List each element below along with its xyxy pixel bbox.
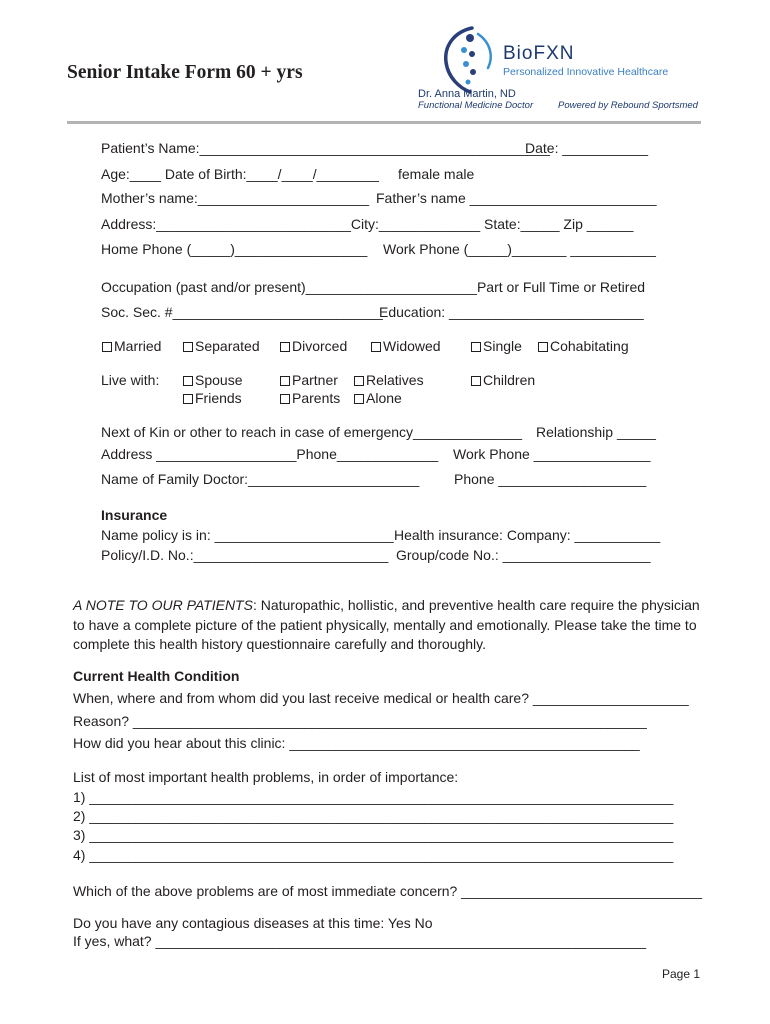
mother-name-field[interactable]: Mother’s name:______________________ [101, 190, 370, 206]
note-line-2: to have a complete picture of the patient physically, mentally and emotionally. Please take the time to [73, 617, 697, 633]
logo-tagline: Personalized Innovative Healthcare [503, 66, 669, 78]
sex-options[interactable]: female male [398, 166, 475, 182]
checkbox-spouse[interactable] [183, 372, 242, 388]
checkbox-icon[interactable] [471, 342, 481, 352]
checkbox-partner[interactable] [280, 372, 338, 388]
family-doctor-field[interactable]: Name of Family Doctor:______________________ [101, 471, 420, 487]
policy-id-field[interactable]: Policy/I.D. No.:_________________________ [101, 547, 389, 563]
checkbox-friends[interactable] [183, 390, 242, 406]
checkbox-alone[interactable] [354, 390, 402, 406]
relationship-field[interactable]: Relationship _____ [536, 424, 656, 440]
checkbox-label: Friends [195, 390, 242, 406]
ssn-field[interactable]: Soc. Sec. #___________________________ [101, 304, 383, 320]
powered-by: Powered by Rebound Sportsmed [558, 100, 698, 111]
group-code-field[interactable]: Group/code No.: ___________________ [396, 547, 651, 563]
problem-3-field[interactable]: 3) ___________________________________________________________________________ [73, 827, 674, 843]
checkbox-label: Alone [366, 390, 402, 406]
work-phone-field[interactable]: Work Phone (_____)_______ ___________ [383, 241, 656, 257]
checkbox-icon[interactable] [354, 394, 364, 404]
doctor-title: Functional Medicine Doctor [418, 100, 534, 111]
problems-list-heading: List of most important health problems, in order of importance: [73, 769, 459, 785]
insurance-heading: Insurance [101, 507, 168, 523]
last-care-field[interactable]: When, where and from whom did you last receive medical or health care? ____________________ [73, 690, 689, 706]
checkbox-label: Married [114, 338, 162, 354]
checkbox-label: Spouse [195, 372, 243, 388]
checkbox-married[interactable] [102, 338, 161, 354]
checkbox-label: Divorced [292, 338, 348, 354]
checkbox-widowed[interactable] [371, 338, 441, 354]
note-line-1 [73, 597, 700, 613]
checkbox-single[interactable] [471, 338, 522, 354]
checkbox-label: Cohabitating [550, 338, 629, 354]
checkbox-children[interactable] [471, 372, 535, 388]
checkbox-icon[interactable] [371, 342, 381, 352]
insurance-company-field[interactable]: Health insurance: Company: ___________ [394, 527, 661, 543]
problem-4-field[interactable]: 4) ___________________________________________________________________________ [73, 847, 674, 863]
checkbox-icon[interactable] [102, 342, 112, 352]
checkbox-label: Partner [292, 372, 338, 388]
contagious-question[interactable]: Do you have any contagious diseases at this time: Yes No [73, 915, 433, 931]
hear-about-field[interactable]: How did you hear about this clinic: _____________________________________________ [73, 735, 640, 751]
problem-2-field[interactable]: 2) ___________________________________________________________________________ [73, 808, 674, 824]
checkbox-icon[interactable] [183, 342, 193, 352]
checkbox-icon[interactable] [183, 376, 193, 386]
checkbox-separated[interactable] [183, 338, 260, 354]
checkbox-icon[interactable] [280, 342, 290, 352]
next-of-kin-field[interactable]: Next of Kin or other to reach in case of emergency______________ [101, 424, 523, 440]
checkbox-icon[interactable] [183, 394, 193, 404]
checkbox-label: Children [483, 372, 536, 388]
occupation-field[interactable]: Occupation (past and/or present)______________________Part or Full Time or Retired [101, 279, 646, 295]
logo-name: BioFXN [503, 43, 575, 64]
checkbox-divorced[interactable] [280, 338, 347, 354]
live-with-label: Live with: [101, 372, 160, 388]
checkbox-label: Widowed [383, 338, 441, 354]
checkbox-cohabitating[interactable] [538, 338, 629, 354]
policy-holder-field[interactable]: Name policy is in: _______________________ [101, 527, 394, 543]
kin-address-phone-field[interactable]: Address __________________Phone_____________ [101, 446, 439, 462]
checkbox-icon[interactable] [280, 394, 290, 404]
checkbox-icon[interactable] [354, 376, 364, 386]
patient-name-field[interactable]: Patient’s Name:_____________________________________________ [101, 140, 550, 156]
health-heading: Current Health Condition [73, 668, 240, 684]
note-label: A NOTE TO OUR PATIENTS [73, 597, 253, 613]
checkbox-label: Relatives [366, 372, 424, 388]
header-divider [67, 121, 701, 124]
date-field[interactable]: Date: ___________ [525, 140, 648, 156]
page-number: Page 1 [662, 967, 701, 981]
checkbox-label: Separated [195, 338, 260, 354]
checkbox-parents[interactable] [280, 390, 340, 406]
reason-field[interactable]: Reason? __________________________________________________________________ [73, 713, 647, 729]
checkbox-icon[interactable] [280, 376, 290, 386]
doctor-phone-field[interactable]: Phone ___________________ [454, 471, 647, 487]
kin-work-phone-field[interactable]: Work Phone _______________ [453, 446, 651, 462]
doctor-name: Dr. Anna Martin, ND [418, 88, 516, 100]
note-line-3: complete this health history questionnaire carefully and thoroughly. [73, 636, 486, 652]
checkbox-icon[interactable] [471, 376, 481, 386]
education-field[interactable]: Education: _________________________ [379, 304, 644, 320]
form-title: Senior Intake Form 60 + yrs [67, 62, 303, 83]
checkbox-icon[interactable] [538, 342, 548, 352]
problem-1-field[interactable]: 1) ___________________________________________________________________________ [73, 789, 674, 805]
age-dob-field[interactable]: Age:____ Date of Birth:____/____/________ [101, 166, 379, 182]
address-field[interactable]: Address:_________________________City:_____________ State:_____ Zip ______ [101, 216, 634, 232]
checkbox-relatives[interactable] [354, 372, 424, 388]
checkbox-label: Parents [292, 390, 341, 406]
note-text-1: : Naturopathic, hollistic, and preventive health care require the physician [252, 597, 700, 613]
immediate-concern-field[interactable]: Which of the above problems are of most immediate concern? _______________________________ [73, 883, 702, 899]
contagious-details-field[interactable]: If yes, what? _______________________________________________________________ [73, 933, 647, 949]
checkbox-label: Single [483, 338, 522, 354]
father-name-field[interactable]: Father’s name ________________________ [376, 190, 657, 206]
home-phone-field[interactable]: Home Phone (_____)_________________ [101, 241, 368, 257]
